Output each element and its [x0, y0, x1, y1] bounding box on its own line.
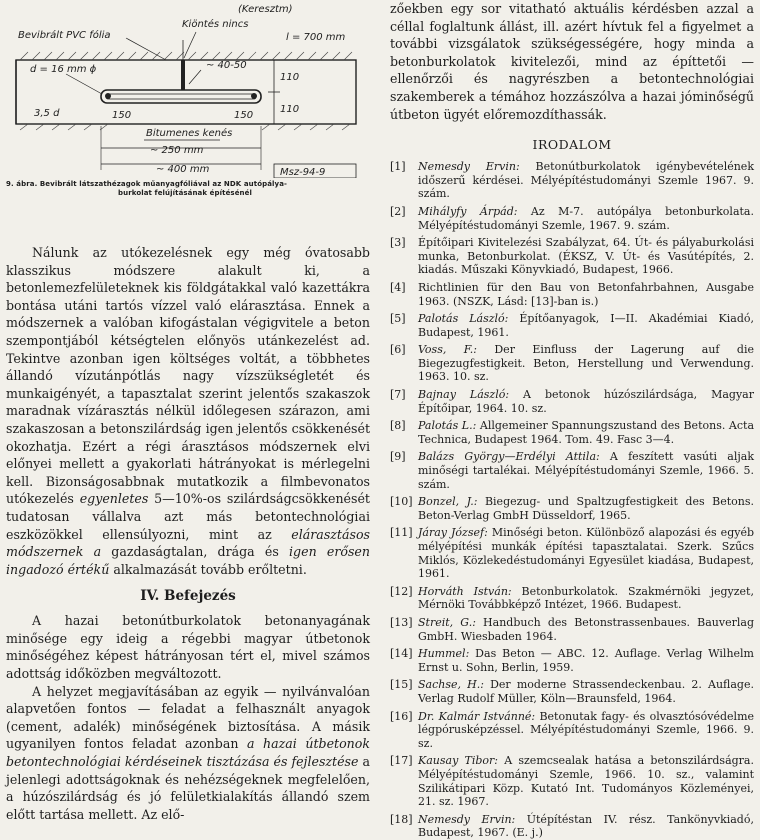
reference-body: Handbuch des Betonstrassenbaues. Bauverlag GmbH. Wiesbaden 1964.: [418, 615, 754, 643]
reference-item: [390, 526, 754, 580]
reference-item: [390, 450, 754, 491]
reference-number: [14]: [390, 647, 413, 661]
section-title-befejezes: IV. Befejezés: [140, 588, 236, 605]
reference-body: A feszített vasúti aljak minőségi tartalékai. Mélyépítéstudományi Szemle, 1966. 5. szám.: [418, 450, 754, 491]
reference-body: Betonutak fagy- és olvasztósóvédelme légpórusképzéssel. Mélyépítéstudományi Szemle, 1966. 9. sz.: [418, 709, 755, 750]
references-list: [390, 160, 754, 840]
fig-label-kiontes: Kiöntés nincs: [182, 19, 249, 30]
reference-text: [418, 450, 754, 491]
reference-body: Az M-7. autópálya betonburkolata. Mélyépítéstudományi Szemle, 1967. 9. szám.: [418, 204, 754, 232]
reference-number: [8]: [390, 419, 406, 433]
reference-number: [18]: [390, 812, 413, 826]
reference-number: [13]: [390, 615, 413, 629]
joint-cross-section-figure: [6, 0, 370, 198]
fig-label-w150b: 150: [234, 110, 254, 121]
figure-caption-line1: 9. ábra. Bevibrált látszathézagok műanyagfóliával az NDK autópálya-: [6, 180, 288, 188]
reference-text: [418, 281, 754, 308]
reference-item: [390, 312, 754, 339]
reference-item: [390, 281, 754, 308]
reference-author: Streit, G.:: [418, 615, 476, 629]
paragraph-continuation: zőekben egy sor vitatható aktuális kérdésben azzal a céllal foglaltunk állást, ill. azért hívtuk fel a figyelmet a további vizsgálatok szükségességére, hogy minda a betonburkolatok kivitelezői, mind az építtetői — ellenőrzői és nagyrészben a betontechnológiai szakemberek a témához hozzászólva a hazai jóminőségű útbeton ügyét előremozdíthassák.: [390, 1, 754, 122]
reference-item: [390, 585, 754, 612]
reference-author: Bajnay László:: [418, 388, 510, 402]
reference-text: [418, 678, 754, 705]
reference-item: [390, 495, 754, 522]
right-column: [390, 0, 755, 840]
reference-number: [16]: [390, 709, 413, 723]
reference-author: Horváth István:: [418, 584, 512, 598]
reference-body: Biegezug- und Spaltzugfestigkeit des Betons. Beton-Verlag GmbH Düsseldorf, 1965.: [418, 495, 754, 522]
reference-author: Dr. Kalmár Istvánné:: [418, 709, 536, 723]
reference-text: [418, 647, 754, 674]
reference-text: [418, 160, 754, 201]
p3-text-b: a jelenlegi adottságoknak és nehézségeknek megfelelően, a húzószilárdság és jó felületkialakítás állandó szem előtt tartása mellett. Az elő-: [6, 754, 370, 822]
reference-number: [6]: [390, 343, 406, 357]
reference-number: [7]: [390, 388, 406, 402]
paragraph-hazai: A hazai betonútburkolatok betonanyagának minősége egy ideig a régebbi magyar útbetonok minőségéhez képest hátrányosan tért el, mivel számos adottság időközben megváltozott.: [6, 613, 370, 682]
reference-author: Palotás L.:: [418, 419, 477, 433]
paragraph-utokezeles: [6, 244, 370, 578]
reference-author: Sachse, H.:: [418, 678, 484, 692]
fig-label-gap: ~ 40-50: [206, 60, 247, 71]
fig-label-bitumen: Bitumenes kenés: [146, 128, 233, 139]
p1-text-b: 5—10%-os szilárdságcsökkenését tudatosan vállalva azt más betontechnológiai eszközökkel ellensúlyozni, mint az: [6, 491, 370, 542]
reference-number: [9]: [390, 450, 406, 464]
reference-body: A szemcsealak hatása a betonszilárdságra. Mélyépítéstudományi Szemle, 1966. 10. sz., valamint Szilikátipari Közp. Kutató Int. Tudományos Közleményei, 21. sz. 1967.: [418, 754, 754, 809]
reference-body: A betonok húzószilárdsága, Magyar Építőipar, 1964. 10. sz.: [418, 388, 754, 415]
reference-body: Allgemeiner Spannungszustand des Betons. Acta Technica, Budapest 1964. Tom. 49. Fasc 3—4.: [418, 419, 755, 446]
reference-body: Útépítéstan IV. rész. Tankönyvkiadó, Budapest, 1967. (E. j.): [418, 812, 754, 840]
reference-number: [5]: [390, 312, 406, 326]
fig-label-code: Msz-94-9: [280, 167, 326, 178]
reference-body: Minőségi beton. Különböző alapozási és egyéb mélyépítési munkák építési tapasztalatai. Szerk. Szűcs Miklós, Közlekedéstudományi Egyesület kiadása, Budapest, 1961.: [418, 526, 754, 581]
p1-text: Nálunk az utókezelésnek egy még óvatosabb klasszikus módszere alakult ki, a betonlemezfelületeknek kis földgátakkal való kazettákra bontása utáni tartós vízzel való elárasztása. Ennek a módszernek a valóban kifogástalan végigvitele a beton szempontjából kétségtelen előnyös utánkezelést ad. Tekintve azonban igen költséges voltát, a többhetes állandó vízutánpótlás nagy vízszükségletét és munkaigényét, a tapasztalat szerint jelentős szakaszok maradnak vízárasztás nélkül időlegesen szárazon, ami szakaszosan a betonszilárdság igen jelentős csökkenését okozhatja. Ezért a régi árasztásos módszernek elvi előnyei mellett a gyakorlati hátrányokat is mérlegelni kell. Bizonságosabbnak mutatkozik a filmbevonatos utókezelés: [6, 245, 370, 507]
p1-text-d: alkalmazását tovább erőltetni.: [109, 561, 307, 577]
reference-text: [418, 710, 754, 751]
reference-number: [15]: [390, 678, 413, 692]
joint-diagram: [6, 0, 370, 178]
p1-italic-3: igen erősen ingadozó értékű: [6, 544, 370, 577]
fig-label-w150a: 150: [112, 110, 132, 121]
reference-item: [390, 678, 754, 705]
reference-text: [418, 585, 754, 612]
reference-body: Der Einfluss der Lagerung auf die Biegezugfestigkeit. Beton, Herstellung und Verwendung. 1963. 10. sz.: [418, 343, 755, 384]
reference-body: Richtlinien für den Bau von Betonfahrbahnen, Ausgabe 1963. (NSZK, Lásd: [13]-ban is.): [418, 280, 754, 308]
reference-body: Betonútburkolatok igénybevételének időszerű kérdései. Mélyépítéstudományi Szemle 1967. 9. szám.: [418, 160, 754, 201]
fig-label-pvc: Bevibrált PVC fólia: [18, 30, 111, 41]
reference-number: [1]: [390, 160, 406, 174]
reference-author: Balázs György—Erdélyi Attila:: [418, 450, 600, 464]
reference-item: [390, 754, 754, 808]
reference-item: [390, 236, 754, 277]
reference-text: [418, 343, 754, 384]
reference-text: [418, 419, 754, 446]
reference-number: [17]: [390, 754, 413, 768]
reference-text: [418, 526, 754, 580]
reference-item: [390, 419, 754, 446]
left-column: [6, 0, 370, 822]
reference-author: Mihályfy Árpád:: [418, 204, 518, 218]
reference-text: [418, 312, 754, 339]
reference-number: [11]: [390, 526, 413, 540]
reference-item: [390, 160, 754, 201]
fig-label-diameter: d = 16 mm ϕ: [30, 64, 97, 75]
fig-label-w250: ~ 250 mm: [150, 145, 204, 156]
reference-text: [418, 495, 754, 522]
reference-text: [418, 616, 754, 643]
fig-label-length: l = 700 mm: [286, 32, 346, 43]
p1-text-c: gazdaságtalan, drága és: [101, 544, 290, 560]
reference-author: Palotás László:: [418, 312, 509, 326]
reference-author: Nemesdy Ervin:: [418, 812, 516, 826]
fig-label-35d: 3,5 d: [34, 108, 60, 119]
p1-italic-1: egyenletes: [79, 491, 149, 507]
reference-number: [3]: [390, 236, 406, 250]
reference-number: [2]: [390, 204, 406, 218]
reference-body: Építőanyagok, I—II. Akadémiai Kiadó, Budapest, 1961.: [418, 312, 754, 339]
fig-label-keresztm: (Keresztm): [238, 4, 293, 15]
reference-text: [418, 754, 754, 808]
reference-item: [390, 616, 754, 643]
reference-author: Bonzel, J.:: [418, 495, 478, 509]
reference-author: Kausay Tibor:: [418, 754, 498, 768]
paragraph-helyzet: [6, 683, 370, 824]
reference-body: Der moderne Strassendeckenbau. 2. Auflage. Verlag Rudolf Müller, Köln—Braunsfeld, 1964.: [418, 678, 754, 705]
reference-item: [390, 205, 754, 232]
fig-label-h110a: 110: [280, 72, 300, 83]
figure-caption: [6, 180, 364, 198]
p3-italic: a hazai útbetonok betontechnológiai kérdéseinek tisztázása és fejlesztése: [6, 736, 370, 770]
reference-body: Betonburkolatok. Szakmérnöki jegyzet, Mérnöki Továbbképző Intézet, 1966. Budapest.: [418, 584, 754, 612]
reference-number: [4]: [390, 280, 406, 294]
figure-caption-line2: burkolat felújításának építésénél: [118, 189, 252, 197]
reference-author: Hummel:: [418, 647, 470, 661]
reference-author: Voss, F.:: [418, 343, 477, 357]
p1-italic-2: elárasztásos módszernek a: [6, 526, 370, 560]
reference-item: [390, 343, 754, 384]
references-title: IRODALOM: [532, 137, 612, 153]
reference-body: Építőipari Kivitelezési Szabályzat, 64. Út- és pályaburkolási munka, Betonburkolat. (ÉKSZ, V. Út- és Vasútépítés, 2. kiadás. Műszaki Könyvkiadó, Budapest, 1966.: [418, 236, 754, 277]
reference-text: [418, 388, 754, 415]
fig-label-h110b: 110: [280, 104, 300, 115]
reference-text: [418, 236, 754, 277]
reference-item: [390, 647, 754, 674]
reference-number: [10]: [390, 495, 413, 509]
reference-author: Nemesdy Ervin:: [418, 160, 520, 174]
fig-label-w400: ~ 400 mm: [156, 164, 210, 175]
reference-text: [418, 205, 754, 232]
reference-author: Járay József:: [418, 526, 488, 540]
reference-item: [390, 813, 754, 840]
reference-text: [418, 813, 754, 840]
reference-item: [390, 710, 754, 751]
reference-item: [390, 388, 754, 415]
reference-body: Das Beton — ABC. 12. Auflage. Verlag Wilhelm Ernst u. Sohn, Berlin, 1959.: [418, 647, 754, 674]
reference-number: [12]: [390, 584, 413, 598]
p3-text-a: A helyzet megjavításában az egyik — nyilvánvalóan alapvetően fontos — feladat a felhasznált anyagok (cement, adalék) minőségének biztosítása. A másik ugyanilyen fontos feladat azonban: [6, 683, 370, 752]
